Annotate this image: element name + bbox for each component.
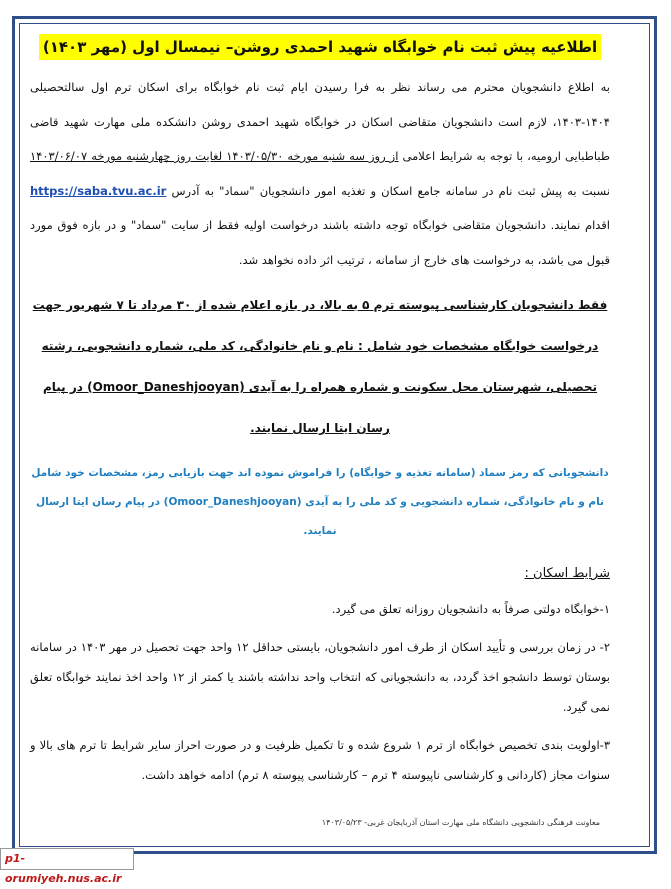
intro-text-3: اقدام نمایند. دانشجویان متقاضی خوابگاه توجه داشته باشند درخواست اولیه فقط از سایت "سماد" و در بازه فوق مورد قبول می باشد، به درخواست های خارج از سامانه ، ترتیب اثر داده نخواهد شد. — [30, 218, 610, 267]
conditions-heading: شرایط اسکان : — [524, 566, 610, 581]
password-recovery-note: دانشجویانی که رمز سماد (سامانه تغذیه و خوابگاه) را فراموش نموده اند جهت بازیابی رمز، مشخصات خود شامل نام و نام خانوادگی، شماره دانشجویی و کد ملی را به آیدی (Omoor_Daneshjooyan) در پیام رسان ایتا ارسال نمایند. — [31, 467, 609, 537]
registration-dates: از روز سه شنبه مورخه ۱۴۰۳/۰۵/۳۰ لغایت روز چهارشنبه مورخه ۱۴۰۳/۰۶/۰۷ — [30, 149, 399, 163]
intro-paragraph — [30, 70, 610, 277]
intro-text-2: نسبت به پیش ثبت نام در سامانه جامع اسکان و تغذیه امور دانشجویان "سماد" به آدرس — [171, 183, 610, 198]
intro-text-1: به اطلاع دانشجویان محترم می رساند نظر به فرا رسیدن ایام ثبت نام خوابگاه برای اسکان ترم اول سالتحصیلی ۱۴۰۴-۱۴۰۳، لازم است دانشجویان متقاضی اسکان در خوابگاه شهید احمدی روشن دانشکده ملی مهارت شهید قاضی طباطبایی ارومیه، با توجه به شرایط اعلامی — [30, 80, 610, 163]
samad-link[interactable]: https://saba.tvu.ac.ir — [30, 183, 167, 198]
site-url-badge: p1-orumiyeh.nus.ac.ir — [0, 848, 134, 870]
condition-item: ۳-اولویت بندی تخصیص خوابگاه از ترم ۱ شروع شده و تا تکمیل ظرفیت و در صورت احراز سایر شرایط تا ترم های بالا و سنوات مجاز (کاردانی و کارشناسی ناپیوسته ۴ ترم – کارشناسی پیوسته ۸ ترم) ادامه خواهد داشت. — [30, 738, 610, 782]
announcement-title: اطلاعیه پیش ثبت نام خوابگاه شهید احمدی روشن– نیمسال اول (مهر ۱۴۰۳) — [39, 34, 601, 60]
announcement-body — [30, 34, 610, 798]
footer-signature: معاونت فرهنگی دانشجویی دانشگاه ملی مهارت استان آذربایجان غربی- ۱۴۰۳/۰۵/۲۳ — [321, 818, 600, 827]
condition-item: ۱-خوابگاه دولتی صرفاً به دانشجویان روزانه تعلق می گیرد. — [331, 602, 610, 616]
senior-students-notice: فقط دانشجویان کارشناسی پیوسته ترم ۵ به بالا، در بازه اعلام شده از ۳۰ مرداد تا ۷ شهریور جهت درخواست خوابگاه مشخصات خود شامل : نام و نام خانوادگی، کد ملی، شماره دانشجویی، رشته تحصیلی، شهرستان محل سکونت و شماره همراه را به آیدی (Omoor_Daneshjooyan) در پیام رسان ایتا ارسال نمایند. — [32, 298, 608, 435]
condition-item: ۲- در زمان بررسی و تأیید اسکان از طرف امور دانشجویان، بایستی حداقل ۱۲ واحد جهت تحصیل در مهر ۱۴۰۳ در سامانه بوستان توسط دانشجو اخذ گردد، به دانشجویانی که انتخاب واحد نداشته باشند یا کمتر از ۱۲ واحد اخذ نمایند خوابگاه تعلق نمی گیرد. — [30, 640, 611, 714]
